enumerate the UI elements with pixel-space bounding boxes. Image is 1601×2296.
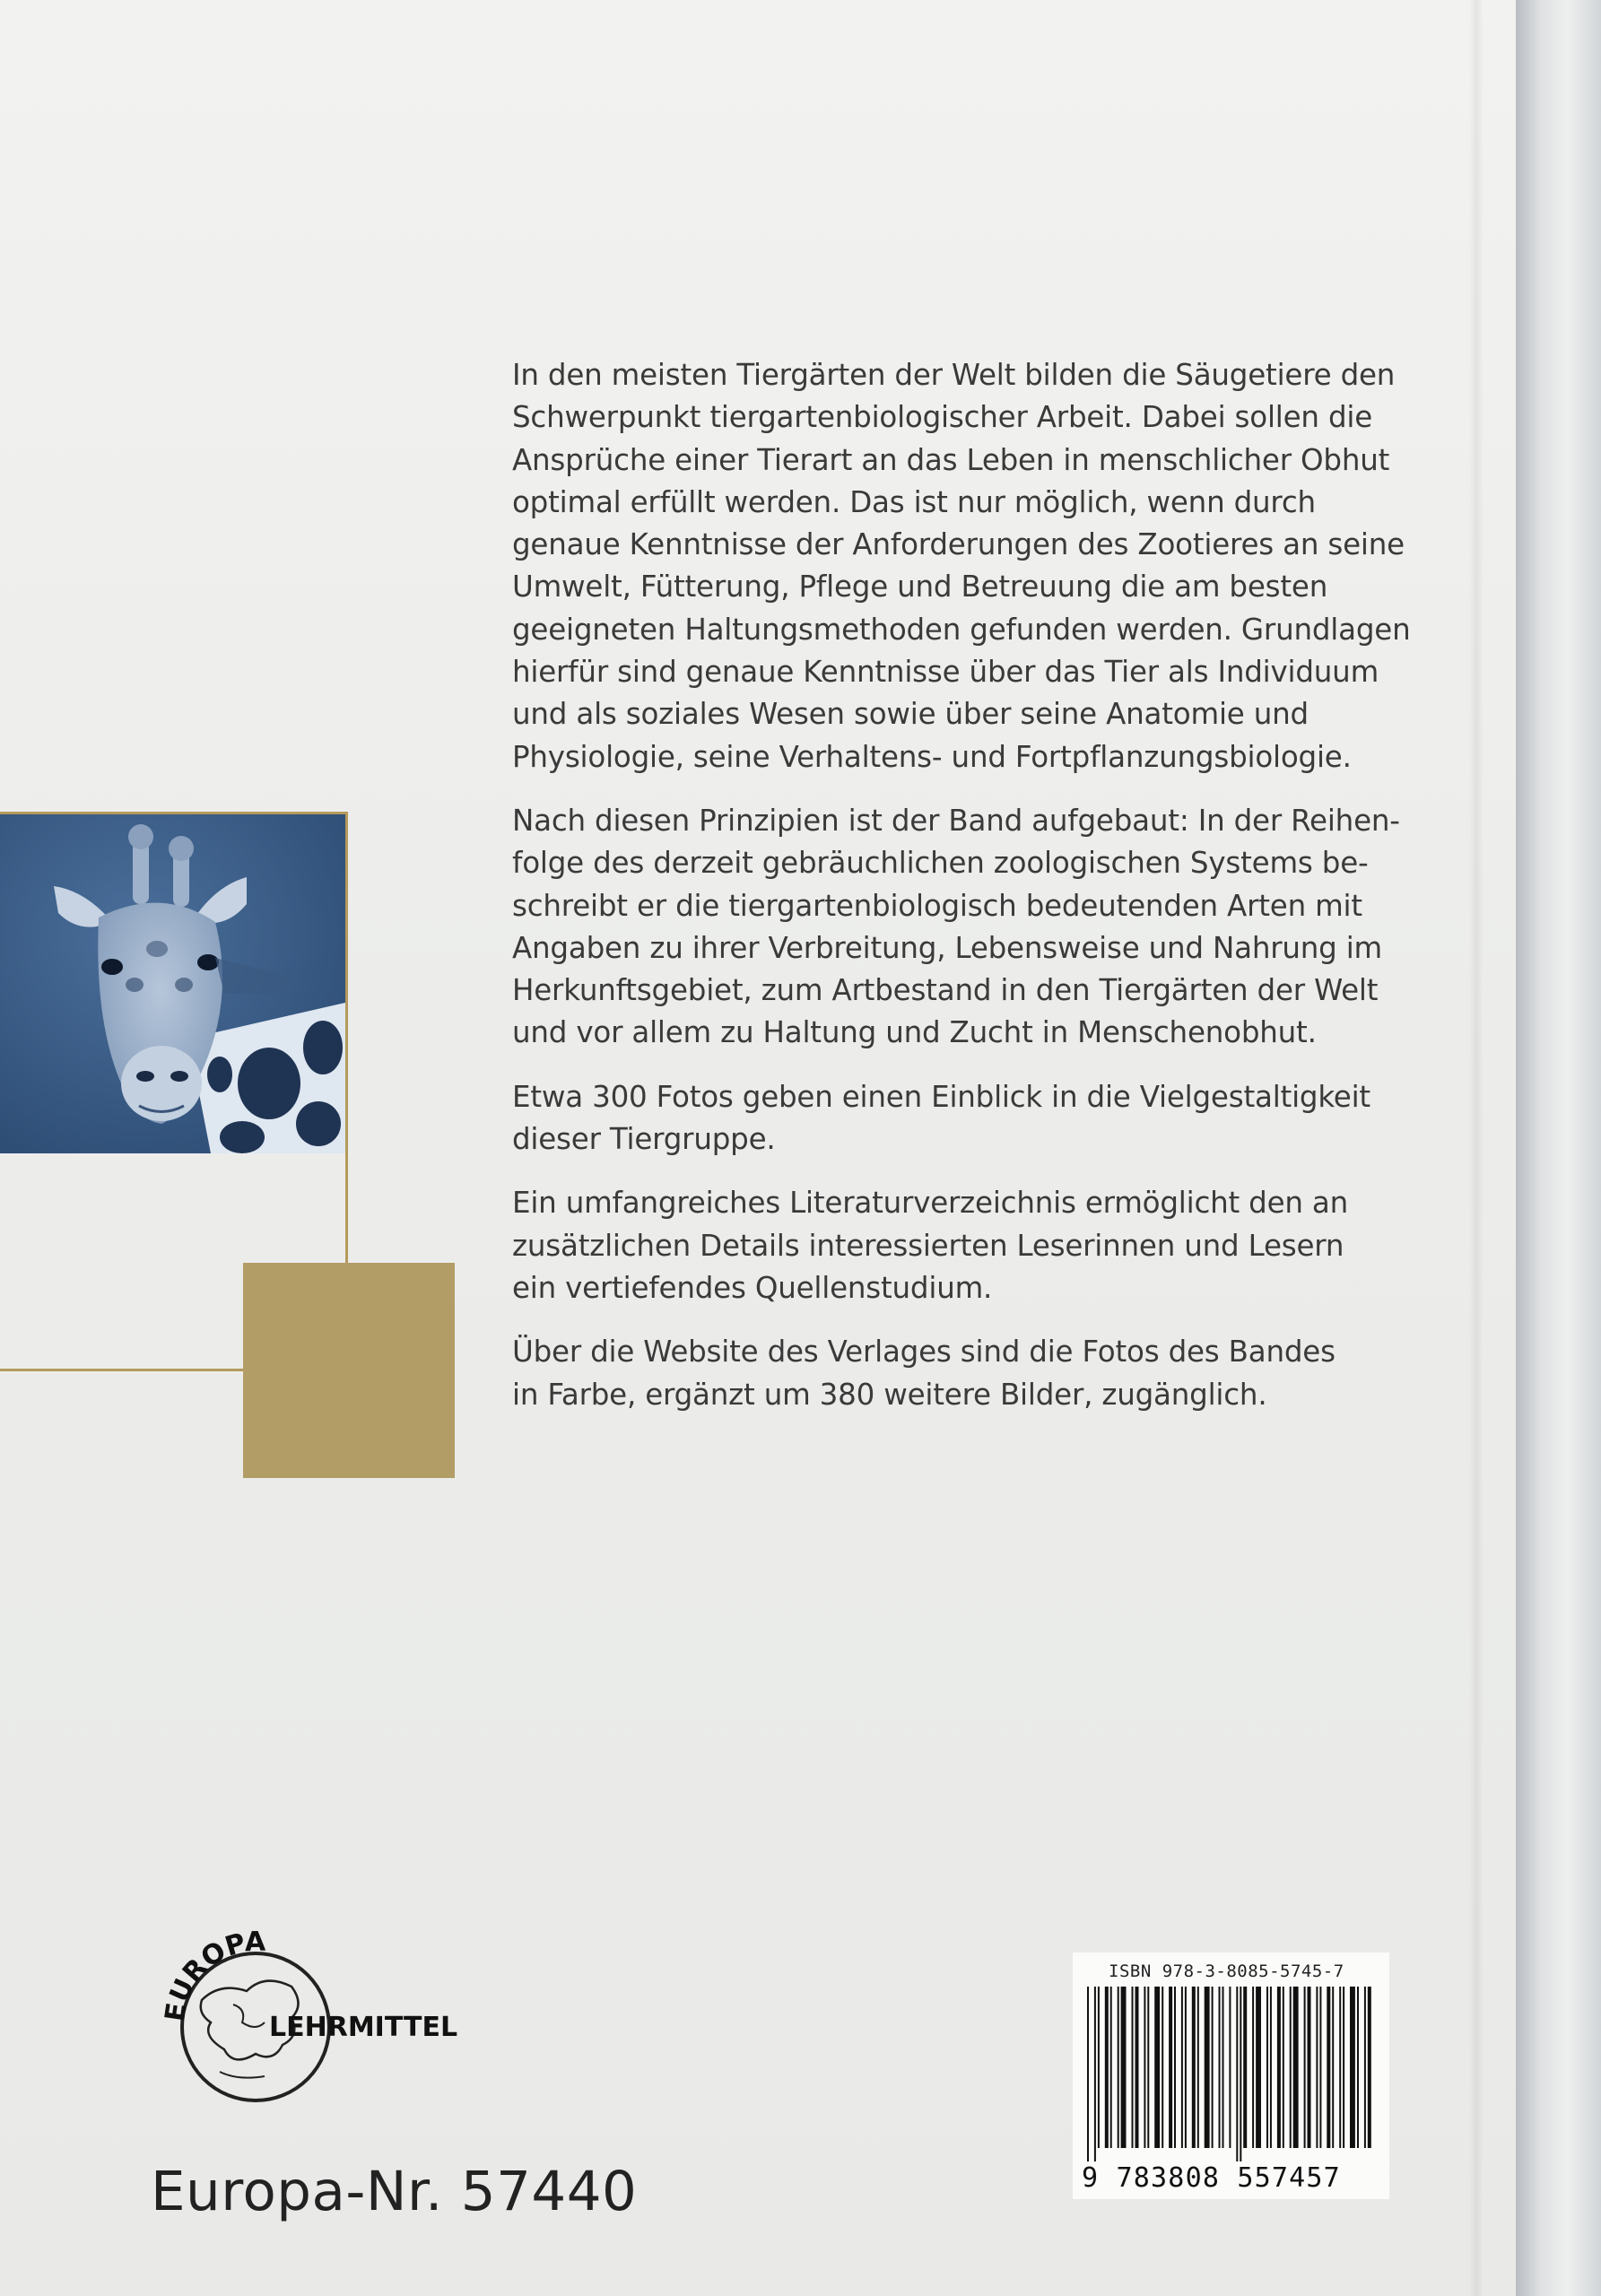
barcode-bar bbox=[1270, 1987, 1272, 2148]
barcode-bar bbox=[1212, 1987, 1214, 2148]
barcode-icon bbox=[1083, 1987, 1382, 2161]
blurb-paragraph-2 bbox=[512, 800, 1436, 1055]
barcode-bar bbox=[1243, 1987, 1247, 2148]
blurb-line: in Farbe, ergänzt um 380 weitere Bilder, zugänglich. bbox=[512, 1377, 1267, 1412]
barcode-bar bbox=[1144, 1987, 1145, 2148]
barcode-bar bbox=[1283, 1987, 1284, 2148]
barcode-area bbox=[1073, 1952, 1389, 2199]
barcode-bar bbox=[1094, 1987, 1096, 2161]
blurb-line: folge des derzeit gebräuchlichen zoologischen Systems be- bbox=[512, 846, 1369, 881]
barcode-bar bbox=[1110, 1987, 1112, 2148]
isbn-text: ISBN 978-3-8085-5745-7 bbox=[1109, 1961, 1344, 1981]
blurb-paragraph-5 bbox=[512, 1331, 1436, 1416]
barcode-bar bbox=[1357, 1987, 1359, 2148]
blurb-paragraph-1 bbox=[512, 354, 1436, 778]
barcode-bar bbox=[1332, 1987, 1334, 2148]
barcode-bar bbox=[1236, 1987, 1238, 2161]
blurb-paragraph-3 bbox=[512, 1076, 1436, 1161]
publisher-logo bbox=[148, 1919, 480, 2117]
barcode-bar bbox=[1277, 1987, 1281, 2148]
blurb-line: schreibt er die tiergartenbiologisch bedeutenden Arten mit bbox=[512, 888, 1362, 923]
barcode-bar bbox=[1105, 1987, 1109, 2148]
barcode-bar bbox=[1368, 1987, 1371, 2148]
barcode-bar bbox=[1169, 1987, 1172, 2148]
barcode-bar bbox=[1181, 1987, 1183, 2148]
barcode-bar bbox=[1174, 1987, 1176, 2148]
blurb-line: Physiologie, seine Verhaltens- und Fortpflanzungsbiologie. bbox=[512, 739, 1352, 774]
blurb-line: Schwerpunkt tiergartenbiologischer Arbeit. Dabei sollen die bbox=[512, 400, 1372, 435]
blurb-line: genaue Kenntnisse der Anforderungen des Zootieres an seine bbox=[512, 527, 1405, 562]
barcode-bar bbox=[1087, 1987, 1089, 2161]
barcode-bar bbox=[1339, 1987, 1341, 2148]
blurb-line: Nach diesen Prinzipien ist der Band aufgebaut: In der Reihen- bbox=[512, 803, 1400, 838]
barcode-bar bbox=[1229, 1987, 1231, 2148]
barcode-bar bbox=[1343, 1987, 1344, 2148]
blurb-line: zusätzlichen Details interessierten Leserinnen und Lesern bbox=[512, 1228, 1344, 1263]
barcode-bar bbox=[1319, 1987, 1321, 2148]
barcode-bar bbox=[1192, 1987, 1196, 2148]
blurb-line: Über die Website des Verlages sind die Fotos des Bandes bbox=[512, 1335, 1336, 1370]
barcode-bar bbox=[1154, 1987, 1160, 2148]
blurb-line: Ansprüche einer Tierart an das Leben in menschlicher Obhut bbox=[512, 442, 1390, 477]
barcode-bar bbox=[1197, 1987, 1199, 2148]
barcode-bar bbox=[1293, 1987, 1299, 2148]
europa-number: Europa-Nr. 57440 bbox=[151, 2160, 638, 2223]
blurb-text bbox=[512, 354, 1436, 1438]
barcode-bar bbox=[1098, 1987, 1100, 2148]
barcode-bar bbox=[1135, 1987, 1139, 2148]
barcode-bar bbox=[1290, 1987, 1292, 2148]
ean-digits: 9 783808 557457 bbox=[1082, 2162, 1341, 2194]
barcode-bar bbox=[1205, 1987, 1210, 2148]
blurb-line: Herkunftsgebiet, zum Artbestand in den Tiergärten der Welt bbox=[512, 973, 1379, 1008]
logo-lehrmittel-text: LEHRMITTEL bbox=[269, 2012, 458, 2043]
barcode-bar bbox=[1162, 1987, 1163, 2148]
barcode-bar bbox=[1132, 1987, 1134, 2148]
blurb-line: und als soziales Wesen sowie über seine Anatomie und bbox=[512, 697, 1309, 732]
barcode-bar bbox=[1327, 1987, 1330, 2148]
barcode-bar bbox=[1256, 1987, 1261, 2148]
blurb-line: hierfür sind genaue Kenntnisse über das Tier als Individuum bbox=[512, 655, 1379, 690]
logo-europa-text: EUROPA bbox=[159, 1926, 266, 2024]
barcode-bar bbox=[1364, 1987, 1366, 2148]
giraffe-head-icon bbox=[0, 814, 345, 1153]
gold-accent-block bbox=[243, 1263, 455, 1478]
barcode-bar bbox=[1147, 1987, 1149, 2148]
blurb-line: dieser Tiergruppe. bbox=[512, 1122, 776, 1157]
giraffe-photo bbox=[0, 814, 345, 1153]
blurb-line: Angaben zu ihrer Verbreitung, Lebensweise und Nahrung im bbox=[512, 930, 1383, 965]
barcode-bar bbox=[1266, 1987, 1268, 2148]
barcode-bar bbox=[1350, 1987, 1355, 2148]
blurb-line: Etwa 300 Fotos geben einen Einblick in die Vielgestaltigkeit bbox=[512, 1079, 1370, 1114]
blurb-line: Ein umfangreiches Literaturverzeichnis ermöglicht den an bbox=[512, 1186, 1349, 1221]
blurb-line: optimal erfüllt werden. Das ist nur möglich, wenn durch bbox=[512, 484, 1316, 519]
cover-hinge bbox=[1469, 0, 1484, 2296]
barcode-bar bbox=[1185, 1987, 1187, 2148]
barcode-bar bbox=[1304, 1987, 1306, 2148]
blurb-line: In den meisten Tiergärten der Welt bilden die Säugetiere den bbox=[512, 358, 1396, 392]
blurb-line: ein vertiefendes Quellenstudium. bbox=[512, 1270, 993, 1305]
barcode-bar bbox=[1219, 1987, 1221, 2148]
barcode-bar bbox=[1223, 1987, 1224, 2148]
barcode-bar bbox=[1240, 1987, 1241, 2161]
svg-text:EUROPA bbox=[160, 1926, 267, 2024]
blurb-paragraph-4 bbox=[512, 1182, 1436, 1309]
book-spine-edge bbox=[1516, 0, 1601, 2296]
europa-lehrmittel-logo-icon bbox=[148, 1919, 480, 2117]
barcode-bar bbox=[1316, 1987, 1318, 2148]
barcode-bar bbox=[1121, 1987, 1127, 2148]
barcode-bar bbox=[1252, 1987, 1254, 2148]
blurb-line: geeigneten Haltungsmethoden gefunden werden. Grundlagen bbox=[512, 612, 1411, 647]
blurb-line: und vor allem zu Haltung und Zucht in Menschenobhut. bbox=[512, 1015, 1317, 1050]
blurb-line: Umwelt, Fütterung, Pflege und Betreuung die am besten bbox=[512, 570, 1328, 604]
barcode-bar bbox=[1118, 1987, 1119, 2148]
barcode-bar bbox=[1308, 1987, 1311, 2148]
